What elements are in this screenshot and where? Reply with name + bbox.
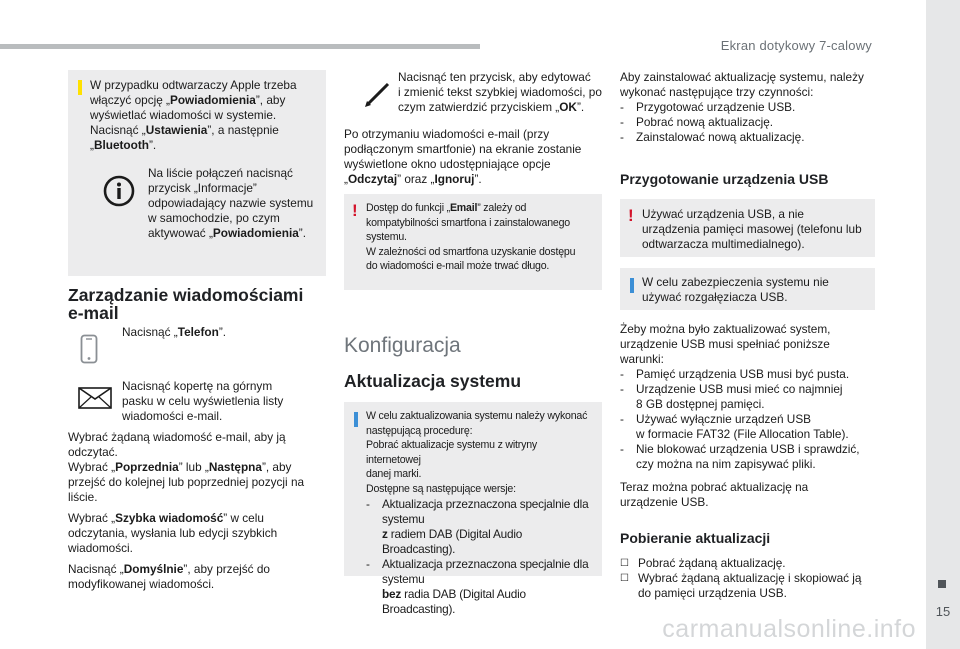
page-number: 15 xyxy=(935,604,951,619)
info-circle-icon xyxy=(102,174,136,213)
pencil-icon xyxy=(364,80,392,113)
usb-info-note xyxy=(620,268,875,310)
list-item: - Nie blokować urządzenia USB i sprawdzić, czy można na nim zapisywać pliki. xyxy=(620,442,875,472)
usb-warning-text: Używać urządzenia USB, a nie urządzenia pamięci masowej (telefonu lub odtwarzacza multimedialnego). xyxy=(642,207,862,251)
page-header-title: Ekran dotykowy 7-calowy xyxy=(720,38,872,53)
email-warning-text: Dostęp do funkcji „Email” zależy od kompatybilności smartfona i zainstalowanego systemu. W zależności od smartfona uzyskanie dostępu do wiadomości e-mail może trwać długo. xyxy=(366,202,576,273)
download-steps xyxy=(620,556,875,601)
warning-icon: ! xyxy=(352,201,358,220)
column-3 xyxy=(620,70,875,601)
install-steps xyxy=(620,100,875,145)
list-item: - Używać wyłącznie urządzeń USB w formacie FAT32 (File Allocation Table). xyxy=(620,412,875,442)
usb-requirements-list xyxy=(620,367,875,472)
list-item: - Pamięć urządzenia USB musi być pusta. xyxy=(620,367,875,382)
apple-note-text: W przypadku odtwarzaczy Apple trzeba włączyć opcję „Powiadomienia”, aby wyświetlać wiadomości w systemie. Nacisnąć „Ustawienia”, a następnie „Bluetooth”. xyxy=(90,78,297,152)
pencil-instruction: Nacisnąć ten przycisk, aby edytować i zmienić tekst szybkiej wiadomości, po czym zatwierdzić przyciskiem „OK”. xyxy=(398,70,602,114)
update-info-note xyxy=(344,402,602,616)
usb-prep-heading: Przygotowanie urządzenia USB xyxy=(620,171,829,187)
select-email-paragraph: Wybrać żądaną wiadomość e-mail, aby ją odczytać. Wybrać „Poprzednia” lub „Następna”, aby przejść do kolejnej lub poprzedniej pozycji na liście. xyxy=(68,430,305,504)
download-ready-paragraph: Teraz można pobrać aktualizację na urządzenie USB. xyxy=(620,480,809,509)
note-marker xyxy=(78,80,82,95)
phone-row xyxy=(68,324,326,374)
email-warning-note xyxy=(344,194,602,290)
install-intro: Aby zainstalować aktualizację systemu, należy wykonać następujące trzy czynności: xyxy=(620,70,864,99)
version-list xyxy=(366,497,594,617)
phone-icon xyxy=(80,334,98,369)
apple-note xyxy=(68,70,326,276)
list-item: ☐ Pobrać żądaną aktualizację. xyxy=(620,556,875,571)
list-item: - Zainstalować nową aktualizację. xyxy=(620,130,875,145)
envelope-icon xyxy=(78,387,112,414)
list-item: ☐ Wybrać żądaną aktualizację i skopiować ją do pamięci urządzenia USB. xyxy=(620,571,875,601)
list-item: - Pobrać nową aktualizację. xyxy=(620,115,875,130)
list-item: - Aktualizacja przeznaczona specjalnie dla systemu z radiem DAB (Digital Audio Broadcasting). xyxy=(366,497,594,557)
email-heading: Zarządzanie wiadomościami e-mail xyxy=(68,285,304,323)
list-item: - Urządzenie USB musi mieć co najmniej 8 GB dostępnej pamięci. xyxy=(620,382,875,412)
phone-instruction: Nacisnąć „Telefon”. xyxy=(122,325,227,339)
quick-message-paragraph: Wybrać „Szybka wiadomość” w celu odczytania, wysłania lub edycji szybkich wiadomości. xyxy=(68,511,278,555)
column-1 xyxy=(68,70,326,592)
envelope-row xyxy=(68,379,326,428)
warning-icon: ! xyxy=(628,206,634,225)
side-marker xyxy=(938,580,946,588)
usb-info-text: W celu zabezpieczenia systemu nie używać rozgałęziacza USB. xyxy=(642,275,829,304)
list-item: - Przygotować urządzenie USB. xyxy=(620,100,875,115)
download-heading: Pobieranie aktualizacji xyxy=(620,530,771,546)
info-marker xyxy=(630,278,634,293)
system-update-heading: Aktualizacja systemu xyxy=(344,371,522,391)
usb-warning-note xyxy=(620,199,875,257)
email-received-paragraph: Po otrzymaniu wiadomości e-mail (przy podłączonym smartfonie) na ekranie zostanie wyświetlone okno udostępniające opcje „Odczytaj” oraz „Ignoruj”. xyxy=(344,127,582,186)
update-info-text: W celu zaktualizowania systemu należy wykonać następującą procedurę: Pobrać aktualizacje systemu z witryny internetowej danej marki. Dostępne są następujące wersje: xyxy=(366,410,588,495)
envelope-instruction: Nacisnąć kopertę na górnym pasku w celu wyświetlenia listy wiadomości e-mail. xyxy=(122,379,284,423)
side-strip xyxy=(926,0,960,649)
watermark: carmanualsonline.info xyxy=(662,615,916,643)
info-list-text: Na liście połączeń nacisnąć przycisk „Informacje” odpowiadający nazwie systemu w samochodzie, po czym aktywować „Powiadomienia”. xyxy=(148,166,314,240)
usb-requirements-intro: Żeby można było zaktualizować system, urządzenie USB musi spełniać poniższe warunki: xyxy=(620,322,831,366)
header-rule xyxy=(0,44,480,49)
pencil-row xyxy=(344,70,602,120)
configuration-title: Konfiguracja xyxy=(344,334,461,357)
list-item: - Aktualizacja przeznaczona specjalnie dla systemu bez radia DAB (Digital Audio Broadcasting). xyxy=(366,557,594,617)
default-paragraph: Nacisnąć „Domyślnie”, aby przejść do modyfikowanej wiadomości. xyxy=(68,562,270,591)
column-2 xyxy=(344,70,602,616)
info-marker xyxy=(354,412,358,427)
